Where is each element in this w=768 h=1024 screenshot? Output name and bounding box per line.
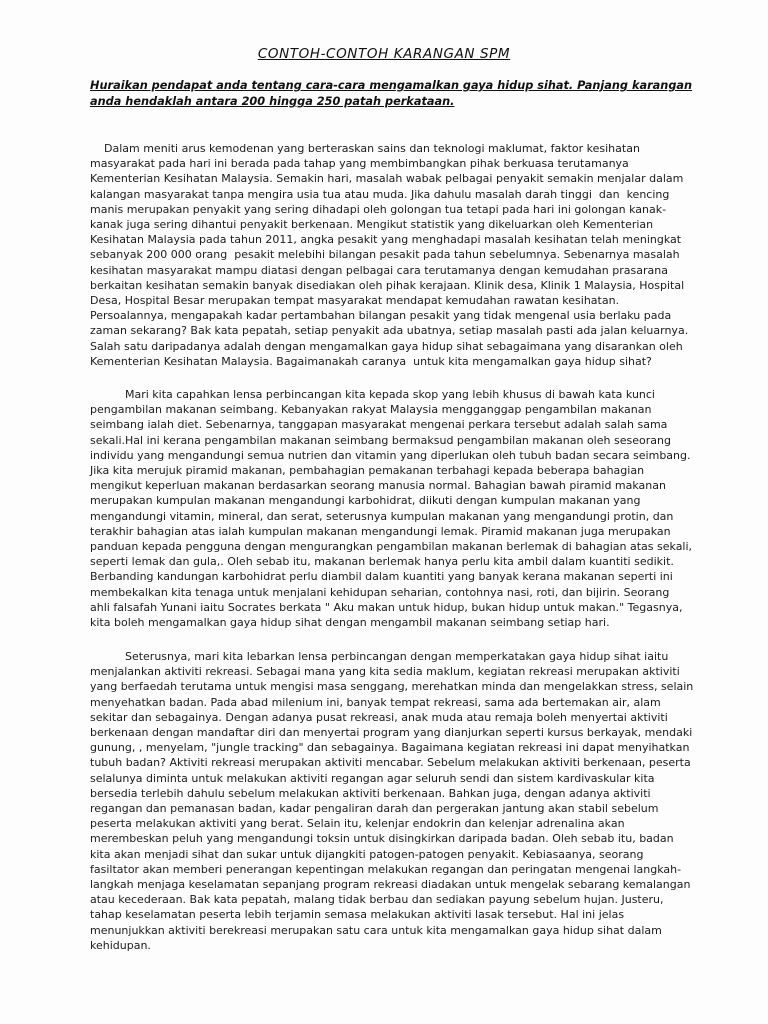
paragraph-line: sekitar dan sebagainya. Dengan adanya pusat rekreasi, anak muda atau remaja boleh menyertai aktiviti bbox=[90, 710, 668, 724]
paragraph-line: Desa, Hospital Besar merupakan tempat masyarakat mendapat kemudahan rawatan kesihatan. bbox=[90, 294, 620, 308]
paragraph-line: Mari kita capahkan lensa perbincangan kita kepada skop yang lebih khusus di bawah kata kunci bbox=[90, 388, 655, 401]
paragraph-line: selalunya diminta untuk melakukan aktiviti regangan agar seluruh sendi dan sistem kardivaskular kita bbox=[90, 771, 655, 785]
paragraph-line: membekalkan kita tenaga untuk menjalani kehidupan seharian, contohnya nasi, roti, dan bijirin. Seorang bbox=[90, 585, 670, 599]
paragraph-line: Kementerian Kesihatan Malaysia. Semakin hari, masalah wabak pelbagai penyakit semakin menjalar dalam bbox=[90, 172, 684, 186]
paragraph-line: Kesihatan Malaysia pada tahun 2011, angka pesakit yang menghadapi masalah kesihatan telah meningkat bbox=[90, 233, 682, 247]
paragraph-line: menyehatkan badan. Pada abad milenium ini, banyak tempat rekreasi, sama ada bertemakan air, alam bbox=[90, 695, 661, 709]
paragraph-line: Salah satu daripadanya adalah dengan mengamalkan gaya hidup sihat sebagaimana yang disarankan oleh bbox=[90, 339, 683, 353]
paragraph-line: mengikut keperluan makanan berdasarkan seorang manusia normal. Bahagian bawah piramid makanan bbox=[90, 479, 666, 493]
paragraph-line: manis merupakan penyakit yang sering dihadapi oleh golongan tua tetapi pada hari ini golongan kanak- bbox=[90, 202, 667, 216]
paragraph-line: kalangan masyarakat tanpa mengira usia tua atau muda. Jika dahulu masalah darah tinggi dan kencing bbox=[90, 187, 670, 201]
paragraph-line: menjalankan aktiviti rekreasi. Sebagai mana yang kita sedia maklum, kegiatan rekreasi merupakan aktiviti bbox=[90, 665, 680, 679]
paragraph-line: Kementerian Kesihatan Malaysia. Bagaimanakah caranya untuk kita mengamalkan gaya hidup sihat? bbox=[90, 354, 652, 368]
paragraph-line: Dalam meniti arus kemodenan yang berteraskan sains dan teknologi maklumat, faktor kesihatan bbox=[90, 142, 640, 155]
paragraph-line: sekali.Hal ini kerana pengambilan makanan seimbang bermaksud pengambilan makanan oleh seseorang bbox=[90, 433, 671, 447]
paragraph-line: fasiltator akan memberi penerangan kepentingan melakukan regangan dan peringatan mengenai langkah- bbox=[90, 862, 682, 876]
paragraph-introduction bbox=[90, 141, 710, 369]
paragraph-line: peserta melakukan aktiviti yang berat. Selain itu, kelenjar endokrin dan kelenjar adrenalina akan bbox=[90, 817, 625, 831]
paragraph-line: seimbang ialah diet. Sebenarnya, tanggapan masyarakat mengenai perkara tersebut adalah salah sama bbox=[90, 418, 668, 432]
paragraph-line: langkah menjaga keselamatan sepanjang program rekreasi diadakan untuk mengelak sebarang kemalangan bbox=[90, 878, 691, 892]
paragraph-line: kanak juga sering dihantui penyakit berkenaan. Mengikut statistik yang dikeluarkan oleh Kementerian bbox=[90, 218, 654, 232]
paragraph-line: Berbanding kandungan karbohidrat perlu diambil dalam kuantiti yang banyak kerana makanan seperti ini bbox=[90, 570, 673, 584]
paragraph-line: Persoalannya, mengapakah kadar pertambahan bilangan pesakit yang tidak mengenal usia berlaku pada bbox=[90, 309, 672, 323]
paragraph-line: terakhir bahagian atas ialah kumpulan makanan mengandungi lemak. Piramid makanan juga merupakan bbox=[90, 524, 671, 538]
paragraph-line: berkaitan kesihatan semakin banyak disediakan oleh pihak kerajaan. Klinik desa, Klinik 1 Malaysia, Hospital bbox=[90, 278, 685, 292]
paragraph-line: tubuh badan? Aktiviti rekreasi merupakan aktiviti mencabar. Sebelum melakukan aktiviti berkenaan, peserta bbox=[90, 756, 691, 770]
paragraph-line: seperti lemak dan gula,. Oleh sebab itu, makanan berlemak hanya perlu kita ambil dalam kuantiti sedikit. bbox=[90, 555, 674, 569]
paragraph-line: gunung, , menyelam, "jungle tracking" dan sebagainya. Bagaimana kegiatan rekreasi ini dapat menyihatkan bbox=[90, 741, 690, 755]
paragraph-line: kehidupan. bbox=[90, 938, 151, 952]
paragraph-line: pengambilan makanan seimbang. Kebanyakan rakyat Malaysia mengganggap pengambilan makanan bbox=[90, 403, 652, 417]
paragraph-line: yang berfaedah terutama untuk mengisi masa senggang, merehatkan minda dan mengelakkan stress, selain bbox=[90, 680, 694, 694]
paragraph-line: tahap keselamatan peserta lebih terjamin semasa melakukan aktiviti lasak tersebut. Hal ini jelas bbox=[90, 908, 625, 922]
paragraph-line: merembeskan peluh yang mengandungi toksin untuk disingkirkan daripada badan. Oleh sebab itu, badan bbox=[90, 832, 674, 846]
paragraph-line: masyarakat pada hari ini berada pada tahap yang membimbangkan pihak berkuasa terutamanya bbox=[90, 157, 629, 171]
paragraph-line: merupakan kumpulan makanan mengandungi karbohidrat, diikuti dengan kumpulan makanan yang bbox=[90, 494, 641, 508]
paragraph-line: mengandungi vitamin, mineral, dan serat, seterusnya kumpulan makanan yang mengandungi protin, dan bbox=[90, 509, 674, 523]
paragraph-line: ahli falsafah Yunani iaitu Socrates berkata " Aku makan untuk hidup, bukan hidup untuk makan." Tegasnya, bbox=[90, 600, 683, 614]
paragraph-balanced-diet bbox=[90, 387, 710, 630]
paragraph-line: berkenaan dengan mandaftar diri dan menyertai program yang dianjurkan seperti kursus berkayak, mendaki bbox=[90, 726, 693, 740]
paragraph-line: zaman sekarang? Bak kata pepatah, setiap penyakit ada ubatnya, setiap masalah pasti ada jalan keluarnya. bbox=[90, 324, 689, 338]
paragraph-line: kita boleh mengamalkan gaya hidup sihat dengan mengambil makanan seimbang setiap hari. bbox=[90, 616, 610, 630]
question-line: Huraikan pendapat anda tentang cara-cara mengamalkan gaya hidup sihat. Panjang karangan bbox=[90, 79, 693, 92]
question-line: anda hendaklah antara 200 hingga 250 patah perkataan. bbox=[90, 95, 455, 108]
essay-question bbox=[90, 78, 693, 110]
paragraph-line: panduan kepada pengguna dengan mengurangkan pengambilan makanan berlemak di bahagian atas sekali, bbox=[90, 540, 693, 554]
paragraph-line: Seterusnya, mari kita lebarkan lensa perbincangan dengan memperkatakan gaya hidup sihat iaitu bbox=[90, 650, 669, 663]
paragraph-line: atau kecederaan. Bak kata pepatah, malang tidak berbau dan sediakan payung sebelum hujan. Justeru, bbox=[90, 893, 664, 907]
document-title: CONTOH-CONTOH KARANGAN SPM bbox=[257, 46, 511, 62]
paragraph-line: kesihatan masyarakat mampu diatasi dengan pelbagai cara terutamanya dengan kemudahan prasarana bbox=[90, 263, 668, 277]
paragraph-recreation bbox=[90, 649, 710, 953]
paragraph-line: individu yang mengandungi semua nutrien dan vitamin yang diperlukan oleh tubuh badan secara seimbang. bbox=[90, 448, 691, 462]
paragraph-line: menunjukkan aktiviti berekreasi merupakan satu cara untuk kita mengamalkan gaya hidup sihat dalam bbox=[90, 923, 662, 937]
paragraph-line: Jika kita merujuk piramid makanan, pembahagian pemakanan terbahagi kepada beberapa bahagian bbox=[90, 464, 645, 478]
paragraph-line: bersedia terlebih dahulu sebelum melakukan aktiviti berkenaan. Bahkan juga, dengan adanya aktiviti bbox=[90, 786, 651, 800]
paragraph-line: regangan dan pemanasan badan, kadar pengaliran darah dan pergerakan jantung akan stabil sebelum bbox=[90, 802, 659, 816]
paragraph-line: sebanyak 200 000 orang pesakit melebihi bilangan pesakit pada tahun sebelumnya. Sebenarnya masalah bbox=[90, 248, 680, 262]
paragraph-line: kita akan menjadi sihat dan sukar untuk dijangkiti patogen-patogen penyakit. Kebiasaanya, seorang bbox=[90, 847, 644, 861]
